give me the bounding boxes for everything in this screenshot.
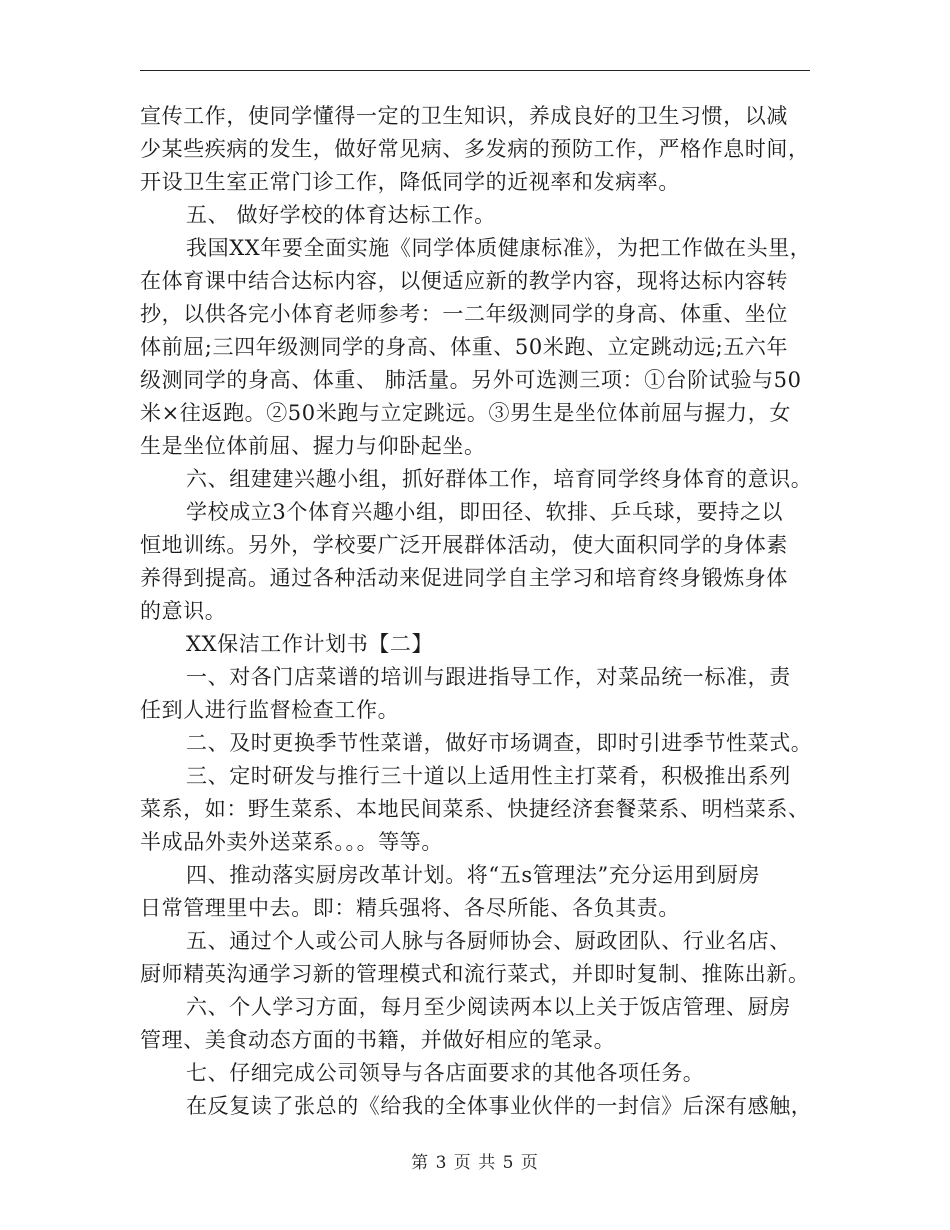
- page-footer: 第 3 页 共 5 页: [411, 1153, 539, 1173]
- text-line: 学校成立3个体育兴趣小组，即田径、软排、乒乓球，要持之以: [186, 500, 784, 524]
- text-line: 厨师精英沟通学习新的管理模式和流行菜式，并即时复制、推陈出新。: [140, 962, 810, 986]
- text-line: 六、组建建兴趣小组，抓好群体工作，培育同学终身体育的意识。: [186, 467, 813, 491]
- text-line: 开设卫生室正常门诊工作，降低同学的近视率和发病率。: [140, 170, 680, 194]
- text-line: 在体育课中结合达标内容，以便适应新的教学内容，现将达标内容转: [140, 269, 788, 293]
- text-line: 五、通过个人或公司人脉与各厨师协会、厨政团队、行业名店、: [186, 929, 791, 953]
- text-line: 二、及时更换季节性菜谱，做好市场调查，即时引进季节性菜式。: [186, 731, 813, 755]
- text-line: 菜系，如：野生菜系、本地民间菜系、快捷经济套餐菜系、明档菜系、: [140, 797, 810, 821]
- text-line: XX保洁工作计划书【二】: [186, 632, 434, 656]
- text-line: 四、推动落实厨房改革计划。将“五s管理法”充分运用到厨房: [186, 863, 761, 887]
- body-text: [140, 100, 812, 1123]
- text-line: 三、定时研发与推行三十道以上适用性主打菜肴，积极推出系列: [186, 764, 791, 788]
- text-line: 半成品外卖外送菜系。。。等等。: [140, 830, 443, 854]
- text-line: 七、仔细完成公司领导与各店面要求的其他各项任务。: [186, 1061, 705, 1085]
- text-line: 生是坐位体前屈、握力与仰卧起坐。: [140, 434, 486, 458]
- text-line: 在反复读了张总的《给我的全体事业伙伴的一封信》后深有感触，: [186, 1094, 813, 1118]
- text-line: 体前屈;三四年级测同学的身高、体重、50米跑、立定跳动远;五六年: [140, 335, 789, 359]
- text-line: 级测同学的身高、体重、 肺活量。另外可选测三项：①台阶试验与50: [140, 368, 802, 392]
- text-line: 少某些疾病的发生，做好常见病、多发病的预防工作，严格作息时间，: [140, 137, 810, 161]
- text-line: 恒地训练。另外，学校要广泛开展群体活动，使大面积同学的身体素: [140, 533, 788, 557]
- text-line: 米×往返跑。②50米跑与立定跳远。③男生是坐位体前屈与握力，女: [140, 401, 791, 425]
- text-line: 管理、美食动态方面的书籍，并做好相应的笔录。: [140, 1028, 616, 1052]
- text-line: 的意识。: [140, 599, 227, 623]
- header-rule: [140, 70, 810, 71]
- text-line: 养得到提高。通过各种活动来促进同学自主学习和培育终身锻炼身体: [140, 566, 788, 590]
- text-line: 五、 做好学校的体育达标工作。: [186, 203, 496, 227]
- text-line: 任到人进行监督检查工作。: [140, 698, 400, 722]
- text-line: 六、个人学习方面，每月至少阅读两本以上关于饭店管理、厨房: [186, 995, 791, 1019]
- text-line: 宣传工作，使同学懂得一定的卫生知识，养成良好的卫生习惯，以减: [140, 104, 788, 128]
- text-line: 一、对各门店菜谱的培训与跟进指导工作，对菜品统一标准，责: [186, 665, 791, 689]
- text-line: 日常管理里中去。即：精兵强将、各尽所能、各负其责。: [140, 896, 680, 920]
- text-line: 抄，以供各完小体育老师参考：一二年级测同学的身高、体重、坐位: [140, 302, 788, 326]
- text-line: 我国XX年要全面实施《同学体质健康标准》，为把工作做在头里，: [186, 236, 812, 260]
